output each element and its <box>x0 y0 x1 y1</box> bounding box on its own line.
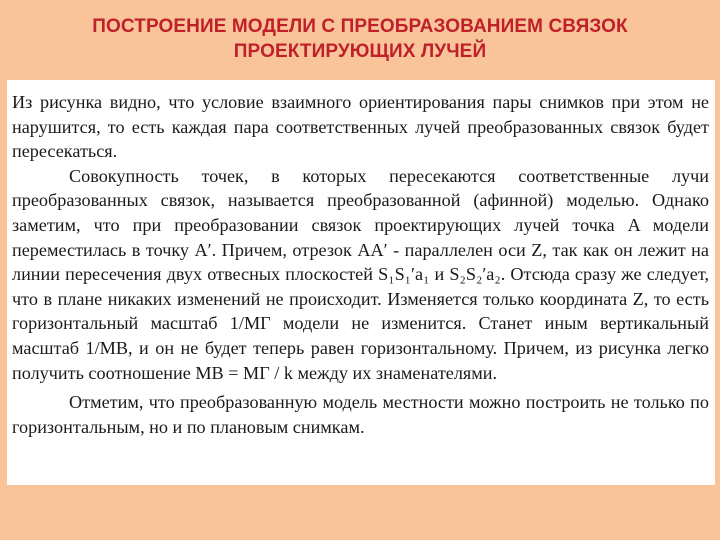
paragraph-1: Из рисунка видно, что условие взаимного ориентирования пары снимков при этом не нарушится, то есть каждая пара соответственных лучей преобразованных связок будет пересекаться. <box>12 92 709 162</box>
slide-title: ПОСТРОЕНИЕ МОДЕЛИ С ПРЕОБРАЗОВАНИЕМ СВЯЗОК ПРОЕКТИРУЮЩИХ ЛУЧЕЙ <box>92 16 628 62</box>
paragraph-3: Отметим, что преобразованную модель местности можно построить не только по горизонтальным, но и по плановым снимкам. <box>12 392 709 437</box>
paragraph-2: Совокупность точек, в которых пересекаются соответственные лучи преобразованных связок, называется преобразованной (афинной) моделью. Однако заметим, что при преобразовании связок проектирующих лучей точка A модели переместилась в точку A′. Причем, отрезок AA′ - параллелен оси Z, так как он лежит на линии пересечения двух отвесных плоскостей S₁S₁′a₁ и S₂S₂′a₂. Отсюда сразу же следует, что в плане никаких изменений не происходит. Изменяется только координата Z, то есть горизонтальный масштаб 1/MГ модели не изменится. Станет иным вертикальный масштаб 1/MВ, и он не будет теперь равен горизонтальному. Причем, из рисунка легко получить соотношение MВ = MГ / k между их знаменателями. <box>12 165 709 383</box>
text-panel <box>7 80 715 485</box>
